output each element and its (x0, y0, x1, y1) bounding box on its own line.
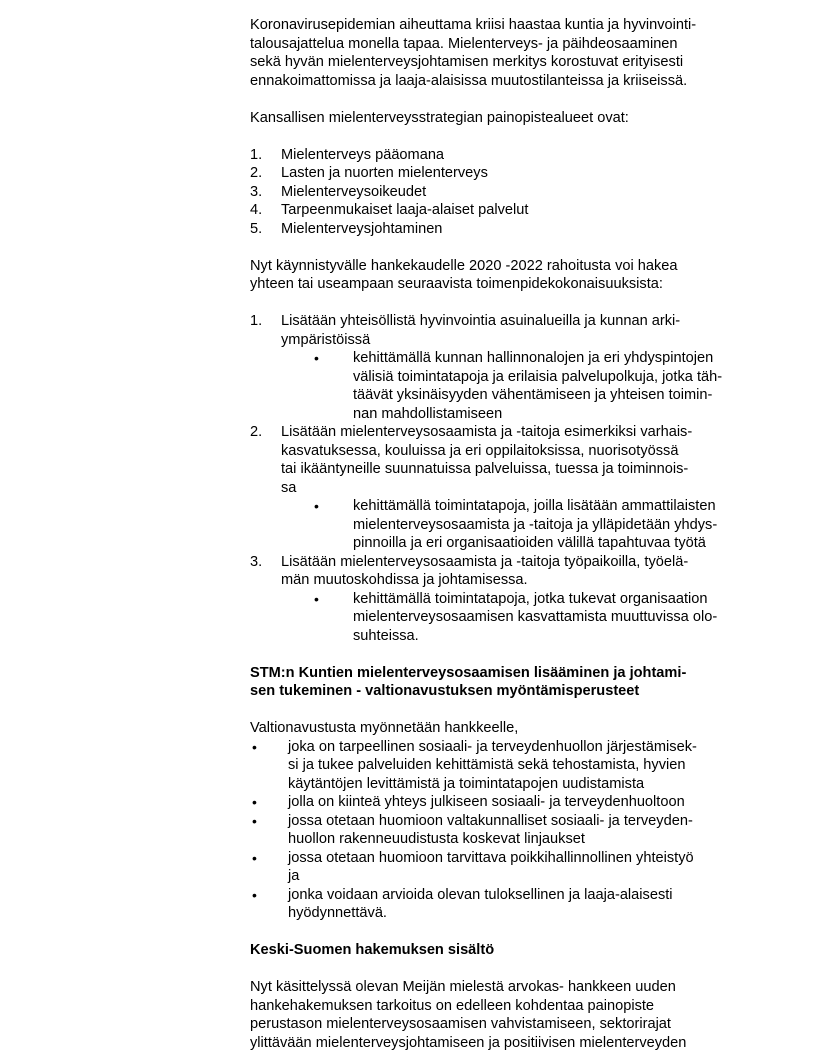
text-line: ja (288, 868, 300, 884)
text-line: kehittämällä toimintatapoja, joilla lisätään ammattilaisten (353, 498, 716, 514)
text-line: kehittämällä kunnan hallinnonalojen ja eri yhdyspintojen (353, 350, 714, 366)
list-item (250, 738, 750, 794)
bullet-icon: • (252, 738, 257, 755)
text-line: perustason mielenterveysosaamisen vahvistamiseen, sektorirajat (250, 1016, 671, 1032)
criteria-list (250, 738, 750, 923)
text-line: män muutoskohdissa ja johtamisessa. (281, 572, 528, 588)
text-line: välisiä toimintatapoja ja erilaisia palvelupolkuja, jotka täh- (353, 368, 723, 385)
list-item (250, 164, 750, 183)
text-line: joka on tarpeellinen sosiaali- ja terveydenhuollon järjestämisek- (288, 738, 697, 755)
list-item (250, 423, 750, 553)
text-line: ylittävään mielenterveysjohtamiseen ja positiivisen mielenterveyden (250, 1034, 687, 1051)
text-line: talousajattelua monella tapaa. Mielenterveys- ja päihdeosaaminen (250, 35, 678, 52)
list-item-text: Tarpeenmukaiset laaja-alaiset palvelut (281, 202, 529, 218)
list-number: 4. (250, 202, 263, 218)
text-line: tai ikääntyneille suunnatuissa palveluissa, tuessa ja toiminnois- (281, 461, 689, 477)
text-line: jossa otetaan huomioon valtakunnalliset sosiaali- ja terveyden- (288, 812, 693, 829)
text-line: Lisätään yhteisöllistä hyvinvointia asuinalueilla ja kunnan arki- (281, 313, 681, 329)
list-number: 5. (250, 220, 263, 237)
list-number: 2. (250, 424, 263, 440)
criteria-intro: Valtionavustusta myönnetään hankkeelle, (250, 720, 519, 736)
text-line: jossa otetaan huomioon tarvittava poikkihallinnollinen yhteistyö (288, 849, 694, 866)
bullet-icon: • (314, 498, 319, 514)
list-item (250, 183, 750, 202)
list-item (250, 220, 750, 239)
list-item-text: Mielenterveysoikeudet (281, 183, 427, 200)
list-number: 2. (250, 165, 263, 181)
text-line: Nyt käynnistyvälle hankekaudelle 2020 -2022 rahoitusta voi hakea (250, 257, 678, 274)
bullet-icon: • (252, 794, 257, 810)
list-number: 3. (250, 553, 263, 570)
sub-list-item (281, 349, 750, 423)
list-item (250, 849, 750, 886)
text-line: nan mahdollistamiseen (353, 405, 503, 422)
text-line: kehittämällä toimintatapoja, jotka tukevat organisaation (353, 590, 708, 607)
section-heading-criteria (250, 664, 750, 701)
text-line: jolla on kiinteä yhteys julkiseen sosiaali- ja terveydenhuoltoon (288, 794, 685, 810)
list-number: 1. (250, 313, 263, 329)
text-line: sekä hyvän mielenterveysjohtamisen merkitys korostuvat erityisesti (250, 54, 684, 70)
text-line: ympäristöissä (281, 331, 371, 348)
text-line: Nyt käsittelyssä olevan Meijän mielestä arvokas- hankkeen uuden (250, 979, 676, 995)
text-line: hankehakemuksen tarkoitus on edelleen kohdentaa painopiste (250, 997, 655, 1014)
bullet-icon: • (314, 590, 319, 607)
text-line: mielenterveysosaamista ja -taitoja ja ylläpidetään yhdys- (353, 516, 718, 533)
text-line: ennakoimattomissa ja laaja-alaisissa muutostilanteissa ja kriiseissä. (250, 72, 688, 89)
heading-line: STM:n Kuntien mielenterveysosaamisen lisääminen ja johtami- (250, 664, 687, 681)
list-item (250, 812, 750, 849)
text-line: si ja tukee palveluiden kehittämistä sekä tehostamista, hyvien (288, 757, 686, 773)
sub-list-item (281, 590, 750, 646)
text-line: Koronavirusepidemian aiheuttama kriisi haastaa kuntia ja hyvinvointi- (250, 17, 697, 33)
funding-intro (250, 257, 750, 294)
priority-list (250, 146, 750, 239)
list-item-text: Mielenterveys pääomana (281, 146, 445, 163)
list-number: 3. (250, 183, 263, 200)
section-heading-application: Keski-Suomen hakemuksen sisältö (250, 942, 495, 958)
text-line: yhteen tai useampaan seuraavista toimenpidekokonaisuuksista: (250, 276, 663, 292)
strategy-intro: Kansallisen mielenterveysstrategian painopistealueet ovat: (250, 109, 629, 126)
intro-paragraph (250, 16, 750, 90)
bullet-icon: • (314, 350, 319, 366)
document-page (250, 16, 750, 1052)
text-line: mielenterveysosaamisen kasvattamista muuttuvissa olo- (353, 609, 718, 625)
bullet-icon: • (252, 886, 257, 903)
text-line: suhteissa. (353, 627, 419, 644)
heading-line: sen tukeminen - valtionavustuksen myöntämisperusteet (250, 683, 640, 699)
text-line: pinnoilla ja eri organisaatioiden välillä tapahtuvaa työtä (353, 535, 706, 551)
text-line: sa (281, 479, 297, 496)
list-item (250, 201, 750, 220)
text-line: käytäntöjen levittämistä ja toimintatapojen uudistamista (288, 775, 645, 792)
text-line: Lisätään mielenterveysosaamista ja -taitoja työpaikoilla, työelä- (281, 553, 689, 570)
list-item (250, 793, 750, 812)
list-item (250, 886, 750, 923)
list-item (250, 312, 750, 423)
text-line: Lisätään mielenterveysosaamista ja -taitoja esimerkiksi varhais- (281, 424, 693, 440)
sub-bullet-list (281, 349, 750, 423)
text-line: jonka voidaan arvioida olevan tuloksellinen ja laaja-alaisesti (288, 886, 673, 903)
list-number: 1. (250, 146, 263, 163)
bullet-icon: • (252, 849, 257, 866)
list-item-text: Lasten ja nuorten mielenterveys (281, 165, 488, 181)
text-line: hyödynnettävä. (288, 905, 387, 921)
list-item (250, 146, 750, 165)
text-line: kasvatuksessa, kouluissa ja eri oppilaitoksissa, nuorisotyössä (281, 442, 679, 459)
sub-bullet-list (281, 590, 750, 646)
sub-bullet-list (281, 497, 750, 553)
application-paragraph (250, 978, 750, 1052)
text-line: täävät yksinäisyyden vähentämiseen ja yhteisen toimin- (353, 387, 713, 403)
list-item (250, 553, 750, 646)
bullet-icon: • (252, 812, 257, 829)
sub-list-item (281, 497, 750, 553)
list-item-text: Mielenterveysjohtaminen (281, 220, 443, 237)
text-line: huollon rakenneuudistusta koskevat linjaukset (288, 831, 585, 847)
measures-list (250, 312, 750, 645)
